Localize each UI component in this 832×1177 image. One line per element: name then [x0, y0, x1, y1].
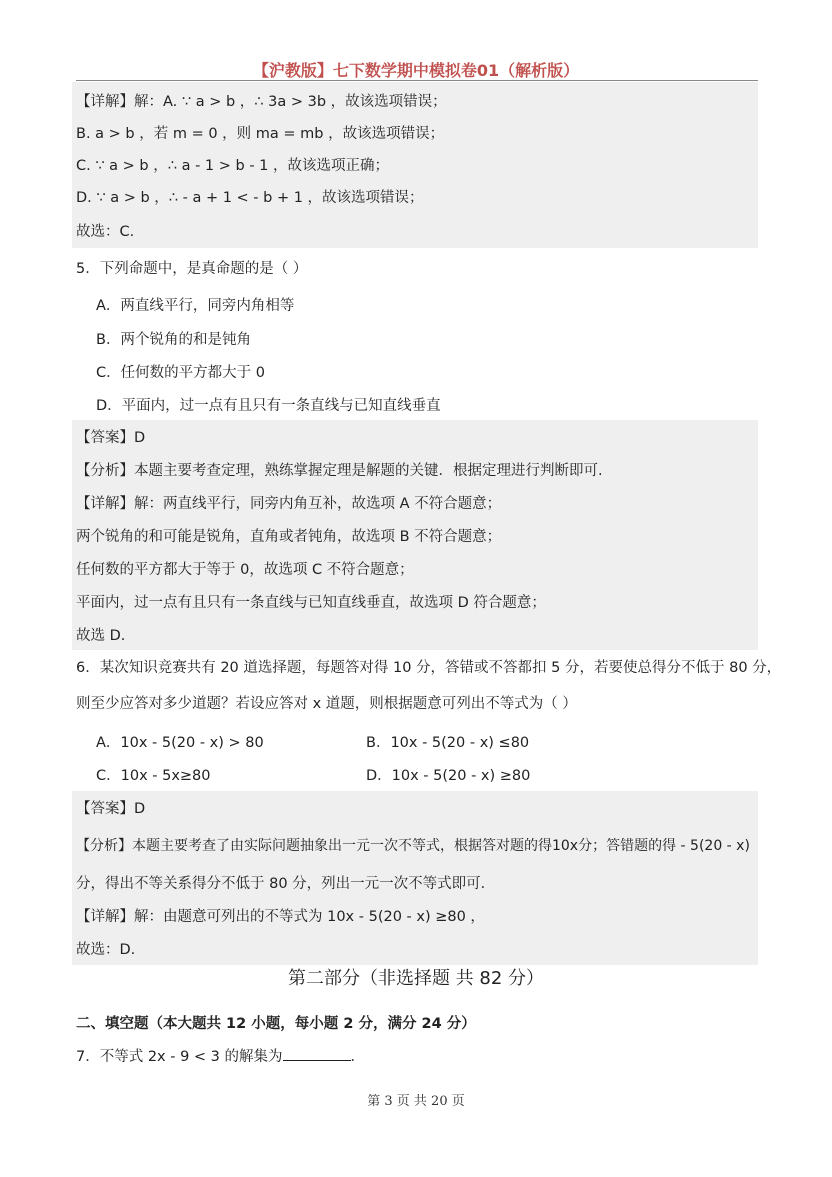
fill-in-section-heading: 二、填空题（本大题共 12 小题，每小题 2 分，满分 24 分）: [76, 1016, 476, 1032]
q5-option-c: C．任何数的平方都大于 0: [96, 365, 265, 381]
q5-detail-line-3: 任何数的平方都大于等于 0，故选项 C 不符合题意；: [76, 562, 414, 578]
q6-analysis-line-1: 【分析】本题主要考查了由实际问题抽象出一元一次不等式，根据答对题的得10x分；答错题的得 - 5(20 - x): [76, 838, 750, 854]
q6-stem-line-2: 则至少应答对多少道题？若设应答对 x 道题，则根据题意可列出不等式为（ ）: [76, 696, 577, 712]
q6-option-d: D．10x - 5(20 - x) ≥80: [366, 768, 531, 784]
q5-detail-line-4: 平面内，过一点有且只有一条直线与已知直线垂直，故选项 D 符合题意；: [76, 595, 546, 611]
q5-detail-line-1: 【详解】解：两直线平行，同旁内角互补，故选项 A 不符合题意；: [76, 496, 502, 512]
q6-detail: 【详解】解：由题意可列出的不等式为 10x - 5(20 - x) ≥80 ，: [76, 909, 485, 925]
q7-stem: [76, 1046, 365, 1067]
q5-answer: 【答案】D: [76, 430, 146, 446]
q6-option-a: A．10x - 5(20 - x) > 80: [96, 735, 264, 751]
q5-option-d: D．平面内，过一点有且只有一条直线与已知直线垂直: [96, 398, 441, 414]
q5-option-b: B．两个锐角的和是钝角: [96, 332, 251, 348]
document-header-title: 【沪教版】七下数学期中模拟卷01（解析版）: [252, 61, 580, 80]
q6-conclusion: 故选：D.: [76, 942, 136, 958]
q5-option-a: A．两直线平行，同旁内角相等: [96, 298, 295, 314]
q7-prefix: 7．不等式 2x - 9 < 3 的解集为: [76, 1049, 283, 1065]
q7-answer-blank: [283, 1046, 351, 1061]
q6-option-c: C．10x - 5x≥80: [96, 768, 211, 784]
q4-detail-line-1: 【详解】解：A. ∵ a > b ，∴ 3a > 3b ，故该选项错误；: [76, 94, 447, 110]
q5-stem: 5．下列命题中，是真命题的是（ ）: [76, 261, 308, 277]
q4-conclusion: 故选：C.: [76, 224, 135, 240]
q6-analysis-line-2: 分，得出不等关系得分不低于 80 分，列出一元一次不等式即可．: [76, 876, 496, 892]
q4-detail-line-4: D. ∵ a > b ，∴ - a + 1 < - b + 1 ，故该选项错误；: [76, 190, 424, 206]
q6-option-b: B．10x - 5(20 - x) ≤80: [366, 735, 530, 751]
q5-conclusion: 故选 D.: [76, 628, 126, 644]
q5-analysis: 【分析】本题主要考查定理，熟练掌握定理是解题的关键．根据定理进行判断即可.: [76, 463, 603, 479]
q4-detail-line-2: B. a > b ，若 m = 0 ，则 ma = mb ，故该选项错误；: [76, 126, 445, 142]
header-divider: [76, 80, 758, 81]
part-two-title: 第二部分（非选择题 共 82 分）: [287, 968, 545, 989]
q4-detail-line-3: C. ∵ a > b ，∴ a - 1 > b - 1 ，故该选项正确；: [76, 158, 389, 174]
q5-detail-line-2: 两个锐角的和可能是锐角，直角或者钝角，故选项 B 不符合题意；: [76, 529, 502, 545]
q6-stem-line-1: 6．某次知识竞赛共有 20 道选择题，每题答对得 10 分，答错或不答都扣 5 分，若要使总得分不低于 80 分，: [76, 660, 782, 676]
q7-suffix: ．: [350, 1049, 366, 1065]
q6-answer: 【答案】D: [76, 801, 146, 817]
page-number: 第 3 页 共 20 页: [367, 1094, 465, 1109]
